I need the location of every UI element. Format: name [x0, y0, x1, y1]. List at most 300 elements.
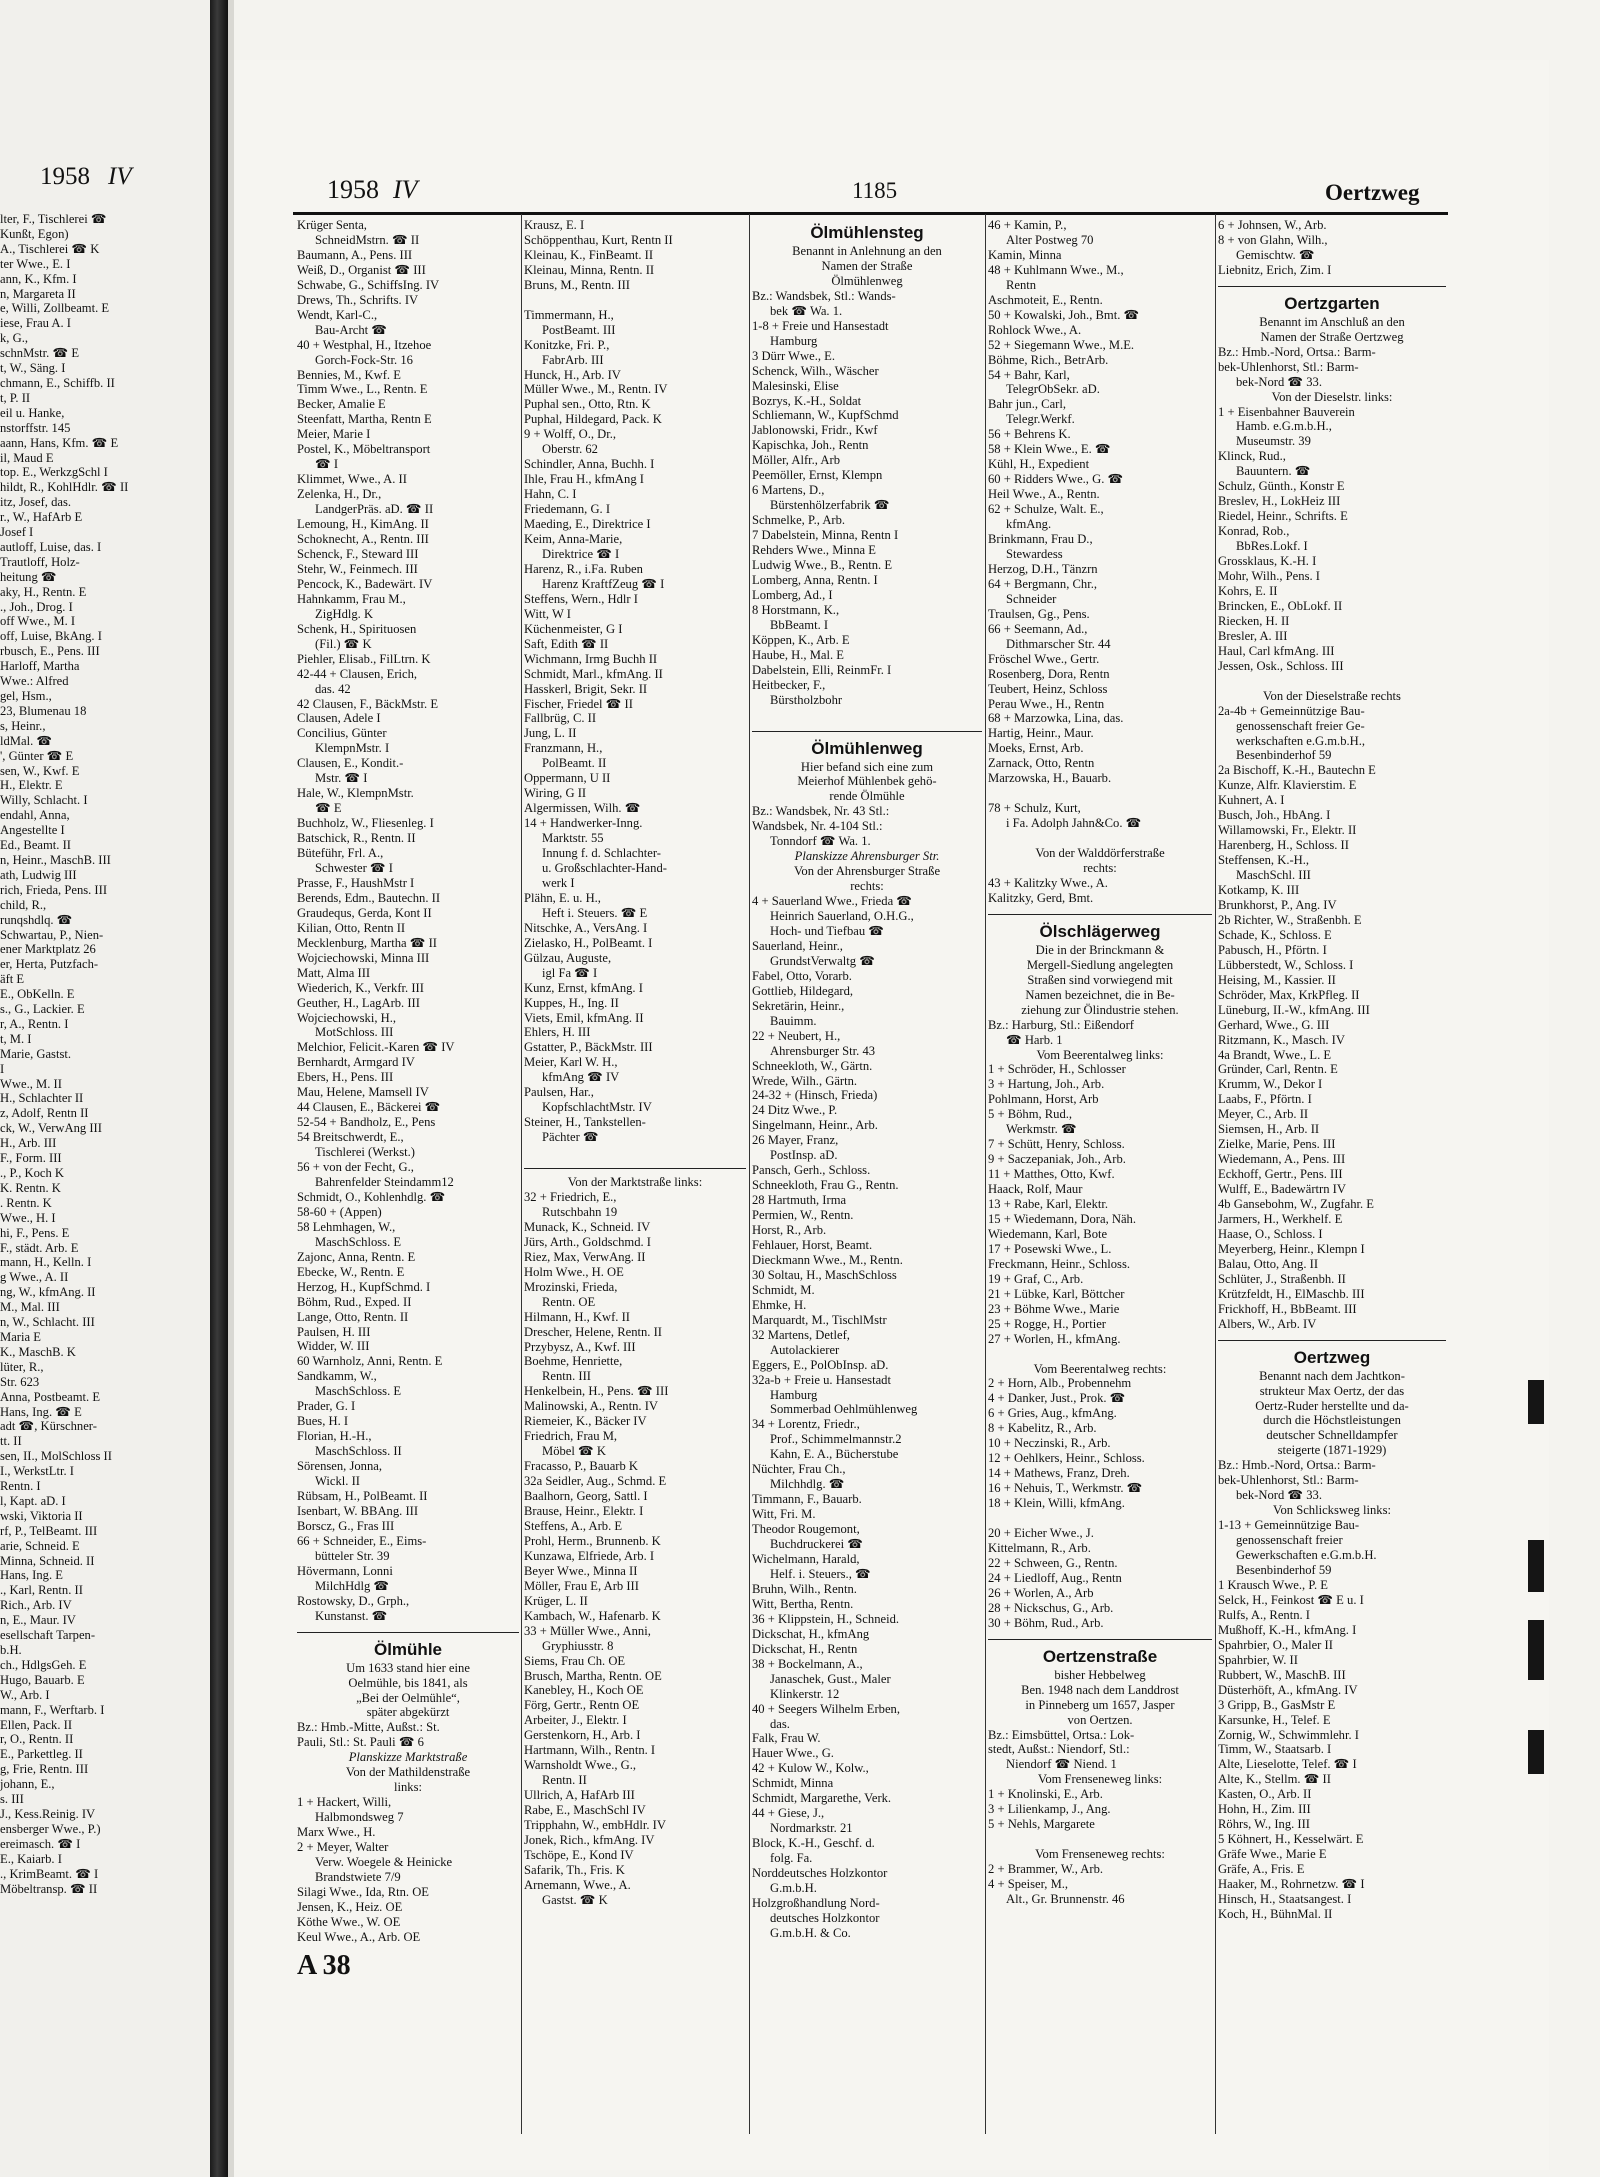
directory-entry: Tschöpe, E., Kond IV [524, 1847, 634, 1862]
directory-entry: MaschSchloss. E [315, 1384, 402, 1399]
directory-entry: Rulfs, A., Rentn. I [1218, 1607, 1311, 1622]
left-page-line: ck, W., VerwAng III [0, 1121, 102, 1136]
section-separator [297, 1624, 519, 1633]
directory-entry: Bruns, M., Rentn. III [524, 277, 630, 292]
directory-entry: Freckmann, Heinr., Schloss. [988, 1256, 1131, 1271]
directory-entry: 43 + Kalitzky Wwe., A. [988, 875, 1108, 890]
directory-entry: G.m.b.H. [770, 1880, 817, 1895]
directory-entry: Eckhoff, Gertr., Pens. III [1218, 1167, 1343, 1182]
directory-column-1 [297, 218, 519, 2128]
directory-entry: Falk, Frau W. [752, 1731, 821, 1746]
directory-entry: Heft i. Steuers. ☎ E [542, 905, 648, 920]
street-subnote: Planskizze Ahrensburger Str. [794, 849, 940, 864]
directory-entry: Klinck, Rud., [1218, 449, 1286, 464]
directory-entry: Warnsholdt Wwe., G., [524, 1758, 637, 1773]
directory-entry: Perau Wwe., H., Rentn [988, 696, 1105, 711]
directory-entry: Rehders Wwe., Minna E [752, 543, 876, 558]
street-note: Ben. 1948 nach dem Landdrost [1021, 1682, 1179, 1697]
directory-entry: Fehlauer, Horst, Beamt. [752, 1238, 873, 1252]
directory-entry: Keul Wwe., A., Arb. OE [297, 1929, 421, 1944]
street-note: durch die Höchstleistungen [1263, 1413, 1401, 1428]
directory-entry: 44 + Giese, J., [752, 1806, 825, 1821]
left-page-line: z, Adolf, Rentn II [0, 1106, 89, 1121]
directory-entry: Prof., Schimmelmannstr.2 [770, 1432, 902, 1447]
directory-entry: 40 + Westphal, H., Itzehoe [297, 337, 432, 352]
directory-entry: Fröschel Wwe., Gertr. [988, 651, 1100, 666]
directory-entry: Schöppenthau, Kurt, Rentn II [524, 232, 673, 247]
directory-entry: i Fa. Adolph Jahn&Co. ☎ [1006, 816, 1142, 831]
directory-entry: 3 + Lilienkamp, J., Ang. [988, 1802, 1111, 1817]
directory-entry: 15 + Wiedemann, Dora, Näh. [988, 1212, 1137, 1226]
left-page-line: Hans, Ing. ☎ E [0, 1404, 82, 1419]
directory-entry: Pächter ☎ [542, 1130, 599, 1145]
directory-entry: Kahn, E. A., Bücherstube [770, 1447, 899, 1462]
directory-entry: MotSchloss. III [315, 1025, 394, 1040]
street-note: Von der Dieselstr. links: [1271, 389, 1393, 404]
directory-entry: Alte, Lieselotte, Telef. ☎ I [1218, 1757, 1357, 1772]
left-page-line: nstorffstr. 145 [0, 420, 71, 435]
directory-entry: 4 + Danker, Just., Prok. ☎ [988, 1391, 1126, 1406]
directory-entry: Hauer Wwe., G. [752, 1746, 834, 1761]
directory-entry: Traulsen, Gg., Pens. [988, 606, 1090, 621]
directory-entry: Brusch, Martha, Rentn. OE [524, 1668, 662, 1683]
book-gutter [210, 0, 228, 2177]
directory-entry: 25 + Rogge, H., Portier [988, 1316, 1106, 1331]
directory-entry: u. Großschlachter-Hand- [542, 860, 667, 875]
directory-entry: 26 Mayer, Franz, [752, 1133, 839, 1148]
directory-entry: bek ☎ Wa. 1. [770, 303, 843, 318]
directory-entry: 42 Clausen, F., BäckMstr. E [297, 696, 439, 711]
street-note: deutscher Schnelldampfer [1266, 1428, 1398, 1443]
directory-entry: Friedrich, Frau M, [524, 1429, 618, 1444]
directory-entry: Direktrice ☎ I [542, 546, 620, 561]
directory-entry: Harenz, R., i.Fa. Ruben [524, 561, 643, 576]
directory-entry: 24-32 + (Hinsch, Frieda) [752, 1088, 878, 1103]
directory-entry: Marx Wwe., H. [297, 1825, 376, 1840]
directory-entry: 3 + Hartung, Joh., Arb. [988, 1077, 1105, 1092]
directory-entry: 17 + Posewski Wwe., L. [988, 1241, 1112, 1256]
left-page-line: W., Arb. I [0, 1687, 50, 1702]
directory-entry: 4b Gansebohm, W., Zugfahr. E [1218, 1197, 1375, 1212]
directory-entry: Puphal sen., Otto, Rtn. K [524, 397, 651, 412]
directory-entry: Klimmet, Wwe., A. II [297, 472, 407, 487]
directory-entry: Förg, Gertr., Rentn OE [524, 1698, 640, 1713]
directory-entry: Telegr.Werkf. [1006, 412, 1075, 427]
directory-entry: Siemsen, H., Arb. II [1218, 1122, 1320, 1137]
directory-entry: Haul, Carl kfmAng. III [1218, 643, 1335, 658]
left-page-line: K. Rentn. K [0, 1180, 61, 1195]
directory-entry: Bruhn, Wilh., Rentn. [752, 1581, 857, 1596]
directory-entry: das. [770, 1716, 790, 1731]
street-note: steigerte (1871-1929) [1277, 1443, 1387, 1458]
directory-entry: 4a Brandt, Wwe., L. E [1218, 1047, 1332, 1062]
directory-entry: Möller, Frau E, Arb III [524, 1578, 639, 1593]
directory-entry: Kamin, Minna [988, 247, 1062, 262]
section-separator [524, 1160, 746, 1169]
directory-column-2 [524, 218, 746, 2128]
directory-entry: Brincken, E., ObLokf. II [1218, 598, 1343, 613]
directory-entry: Gorch-Fock-Str. 16 [315, 352, 413, 367]
directory-entry: 50 + Kowalski, Joh., Bmt. ☎ [988, 307, 1140, 322]
left-page-line: child, R., [0, 897, 47, 912]
directory-entry: 4 + Speiser, M., [988, 1877, 1069, 1892]
directory-entry: 7 + Schütt, Henry, Schloss. [988, 1137, 1125, 1152]
directory-entry: Sandkamm, W., [297, 1369, 377, 1384]
left-page-line: n, E., Maur. IV [0, 1613, 76, 1628]
directory-entry: 9 + Wolff, O., Dr., [524, 427, 617, 442]
left-page-line: t, P. II [0, 390, 31, 405]
directory-entry: Gastst. ☎ K [542, 1892, 608, 1907]
directory-entry: werk I [542, 875, 575, 890]
directory-entry: 40 + Seegers Wilhelm Erben, [752, 1701, 901, 1716]
directory-entry: Ehmke, H. [752, 1297, 807, 1312]
directory-entry: 16 + Nehuis, T., Werkmstr. ☎ [988, 1481, 1143, 1496]
directory-entry: LandgerPräs. aD. ☎ II [315, 502, 434, 517]
section-separator [988, 906, 1212, 915]
directory-entry: 2 + Meyer, Walter [297, 1840, 389, 1855]
directory-entry: PostInsp. aD. [770, 1148, 838, 1163]
street-note: Vom Beerentalweg rechts: [1033, 1361, 1167, 1376]
left-page-line: ., P., Koch K [0, 1166, 65, 1180]
directory-entry: 11 + Matthes, Otto, Kwf. [988, 1167, 1115, 1182]
directory-entry: Sörensen, Jonna, [297, 1459, 382, 1474]
directory-entry: Kalitzky, Gerd, Bmt. [988, 890, 1094, 905]
left-page-line: Ellen, Pack. II [0, 1717, 73, 1732]
left-page-line: H., Elektr. E [0, 778, 63, 793]
directory-entry: Ebecke, W., Rentn. E [297, 1264, 405, 1279]
directory-entry: Melchior, Felicit.-Karen ☎ IV [297, 1040, 455, 1055]
left-page-line: ., KrimBeamt. ☎ I [0, 1866, 99, 1881]
directory-entry: Janaschek, Gust., Maler [770, 1671, 891, 1686]
directory-entry: 8 + Kabelitz, R., Arb. [988, 1421, 1097, 1436]
directory-entry: 2b Richter, W., Straßenbh. E [1218, 912, 1362, 927]
left-page-line: g, Frie, Rentn. III [0, 1762, 89, 1777]
directory-entry: 9 + Saczepaniak, Joh., Arb. [988, 1152, 1126, 1167]
directory-entry: Graudequs, Gerda, Kont II [297, 905, 432, 920]
directory-entry: Bues, H. I [297, 1414, 349, 1429]
directory-entry: 26 + Worlen, A., Arb [988, 1585, 1094, 1600]
directory-entry: 6 + Gries, Aug., kfmAng. [988, 1406, 1117, 1421]
left-page-line: Hugo, Bauarb. E [0, 1672, 85, 1687]
directory-entry: Marquardt, M., TischlMstr [752, 1312, 887, 1327]
directory-entry: Hövermann, Lonni [297, 1563, 393, 1578]
directory-entry: 1 + Schröder, H., Schlosser [988, 1062, 1126, 1077]
left-page-line: Marie, Gastst. [0, 1046, 71, 1061]
directory-entry: Bürstenhölzerfabrik ☎ [770, 498, 890, 513]
directory-entry: Schröder, Max, KrkPfleg. II [1218, 987, 1360, 1002]
left-page-header [40, 163, 132, 191]
directory-entry: Beyer Wwe., Minna II [524, 1563, 638, 1578]
directory-entry: Schmidt, M. [752, 1282, 815, 1297]
directory-entry: Witt, Bertha, Rentn. [752, 1596, 854, 1611]
directory-entry: Besenbinderhof 59 [1236, 748, 1332, 763]
left-page-line: rf, P., TelBeamt. III [0, 1523, 98, 1538]
directory-entry: Schade, K., Schloss. E [1218, 927, 1332, 942]
left-page-line: arie, Schneid. E [0, 1538, 80, 1553]
directory-entry: Wiring, G II [524, 786, 587, 801]
directory-entry: Zelenka, H., Dr., [297, 487, 382, 502]
directory-column-5 [1218, 218, 1446, 2128]
left-page-line: r., W., HafArb E [0, 510, 83, 525]
directory-entry: 1 Krausch Wwe., P. E [1218, 1577, 1328, 1592]
directory-entry: Bz.: Hmb.-Nord, Ortsa.: Barm- [1218, 1458, 1376, 1473]
directory-entry: Kilian, Otto, Rentn II [297, 920, 406, 935]
left-page-line: äft E [0, 972, 25, 987]
directory-entry: Wrede, Wilh., Gärtn. [752, 1073, 858, 1088]
left-page-line: off Wwe., M. I [0, 614, 76, 629]
directory-entry: Batschick, R., Rentn. II [297, 831, 416, 846]
directory-entry: bek-Nord ☎ 33. [1236, 1488, 1322, 1503]
directory-entry: Peemöller, Ernst, Klempn [752, 468, 883, 483]
directory-entry: Schwabe, G., SchiffsIng. IV [297, 277, 440, 292]
directory-entry: Siems, Frau Ch. OE [524, 1653, 626, 1668]
street-note: Vom Frenseneweg links: [1037, 1772, 1163, 1787]
street-note: links: [394, 1780, 422, 1795]
street-note: Meierhof Mühlenbek gehö- [797, 774, 937, 789]
directory-entry: Rubbert, W., MaschB. III [1218, 1667, 1346, 1682]
directory-entry: Keim, Anna-Marie, [524, 532, 623, 547]
column-divider [1215, 214, 1216, 2134]
directory-entry: Heil Wwe., A., Rentn. [988, 487, 1100, 502]
directory-entry: Friedemann, G. I [524, 502, 611, 517]
directory-entry: 13 + Rabe, Karl, Elektr. [988, 1197, 1109, 1212]
directory-entry: Schindler, Anna, Buchh. I [524, 457, 655, 472]
directory-entry: Zarnack, Otto, Rentn [988, 756, 1095, 771]
directory-entry: 10 + Neczinski, R., Arb. [988, 1436, 1111, 1451]
directory-entry: 19 + Graf, C., Arb. [988, 1271, 1084, 1286]
directory-entry: Besenbinderhof 59 [1236, 1563, 1332, 1578]
directory-entry: 56 + Behrens K. [988, 427, 1071, 442]
directory-entry: Steiner, H., Tankstellen- [524, 1115, 646, 1130]
left-page-line: lüter, R., [0, 1359, 44, 1374]
directory-entry: 5 Köhnert, H., Kesselwärt. E [1218, 1832, 1364, 1847]
directory-entry: ☎ I [315, 457, 339, 472]
directory-entry: Krausz, E. I [524, 218, 585, 232]
directory-entry: Drescher, Helene, Rentn. II [524, 1324, 662, 1339]
directory-entry: Malinowski, A., Rentn. IV [524, 1399, 658, 1414]
directory-entry: Stehr, W., Feinmech. III [297, 561, 418, 576]
directory-entry: Kunstanst. ☎ [315, 1608, 388, 1623]
directory-entry: Pauli, Stl.: St. Pauli ☎ 6 [297, 1735, 424, 1750]
directory-entry: Haaker, M., Rohrnetzw. ☎ I [1218, 1877, 1365, 1892]
directory-entry: Ehlers, H. III [524, 1025, 591, 1040]
left-page-line: Anna, Postbeamt. E [0, 1389, 101, 1404]
directory-entry: Möbel ☎ K [542, 1444, 606, 1459]
directory-entry: Kunzawa, Elfriede, Arb. I [524, 1548, 655, 1563]
directory-entry: Puphal, Hildegard, Pack. K [524, 412, 662, 427]
directory-entry: 2a Bischoff, K.-H., Bautechn E [1218, 763, 1376, 778]
directory-entry: G.m.b.H. & Co. [770, 1925, 851, 1940]
directory-entry: 58-60 + (Appen) [297, 1204, 382, 1219]
directory-entry: 22 + Schween, G., Rentn. [988, 1555, 1118, 1570]
directory-entry: Jarmers, H., Werkhelf. E [1218, 1212, 1343, 1226]
column-divider [985, 214, 986, 2134]
left-page-line: Wwe.: Alfred [0, 674, 69, 689]
directory-entry: Przybysz, A., Kwf. III [524, 1339, 636, 1354]
directory-entry: Buchdruckerei ☎ [770, 1537, 863, 1552]
directory-entry: Fischer, Friedel ☎ II [524, 696, 633, 711]
directory-entry: Geuther, H., LagArb. III [297, 995, 420, 1010]
directory-entry: Bennies, M., Kwf. E [297, 367, 401, 382]
directory-entry: Dithmarscher Str. 44 [1006, 636, 1111, 651]
directory-entry: 33 + Müller Wwe., Anni, [524, 1623, 651, 1638]
street-note: Um 1633 stand hier eine [346, 1660, 470, 1675]
directory-entry: Bauimm. [770, 1013, 817, 1028]
directory-entry: Kambach, W., Hafenarb. K [524, 1608, 661, 1623]
directory-entry: Riecken, H. II [1218, 613, 1290, 628]
directory-entry: Jürs, Arth., Goldschmd. I [524, 1234, 651, 1249]
directory-entry: Meier, Karl W. H., [524, 1055, 618, 1070]
directory-entry: Malesinski, Elise [752, 378, 839, 393]
left-page-line: Harloff, Martha [0, 659, 80, 674]
directory-entry: 78 + Schulz, Kurt, [988, 801, 1081, 816]
directory-entry: 2 + Brammer, W., Arb. [988, 1862, 1104, 1877]
left-page-line: Hans, Ing. E [0, 1568, 63, 1583]
street-note: Benannt nach dem Jachtkon- [1259, 1368, 1405, 1383]
left-page-line: wski, Viktoria II [0, 1508, 83, 1523]
directory-entry: Hahnkamm, Frau M., [297, 591, 406, 606]
directory-entry: Widder, W. III [297, 1339, 370, 1354]
directory-entry: Prohl, Herm., Brunnenb. K [524, 1533, 661, 1548]
directory-entry: Lomberg, Anna, Rentn. I [752, 572, 878, 587]
directory-entry: Breslev, H., LokHeiz III [1218, 494, 1341, 509]
directory-entry: Gräfe Wwe., Marie E [1218, 1847, 1327, 1862]
directory-entry: Verw. Woegele & Heinicke [315, 1854, 453, 1869]
directory-entry: Bozrys, K.-H., Soldat [752, 393, 862, 408]
left-page-line: itz, Josef, das. [0, 495, 71, 510]
directory-entry: 1 + Hackert, Willi, [297, 1795, 392, 1810]
directory-entry: Singelmann, Heinr., Arb. [752, 1118, 878, 1133]
left-page-line: il, Maud E [0, 450, 54, 465]
directory-entry: BbRes.Lokf. I [1236, 539, 1308, 554]
directory-entry: Ullrich, A, HafArb III [524, 1788, 635, 1803]
directory-entry: Frickhoff, H., BbBeamt. III [1218, 1301, 1357, 1316]
directory-entry: 32 + Friedrich, E., [524, 1190, 617, 1204]
directory-entry: Bürstholzbohr [770, 692, 843, 707]
directory-entry: Clausen, E., Kondit.- [297, 756, 404, 771]
directory-entry: Oppermann, U II [524, 771, 611, 786]
street-heading: Ölschlägerweg [1039, 921, 1161, 941]
left-page-line: chmann, E., Schiffb. II [0, 375, 115, 390]
column-divider [749, 214, 750, 2134]
directory-entry: Konrad, Rob., [1218, 524, 1290, 539]
directory-entry: Weiß, D., Organist ☎ III [297, 262, 426, 277]
directory-entry [988, 1832, 1212, 1847]
street-heading: Ölmühle [373, 1639, 442, 1659]
directory-entry: 21 + Lübke, Karl, Böttcher [988, 1286, 1125, 1301]
directory-entry: 28 + Nickschus, G., Arb. [988, 1600, 1114, 1615]
directory-entry: Holzgroßhandlung Nord- [752, 1895, 880, 1910]
directory-entry: 68 + Marzowka, Lina, das. [988, 711, 1124, 726]
directory-entry: Aschmoteit, E., Rentn. [988, 292, 1103, 307]
directory-entry: Lange, Otto, Rentn. II [297, 1309, 409, 1324]
directory-entry: kfmAng ☎ IV [542, 1070, 620, 1085]
directory-entry: Dabelstein, Elli, ReinmFr. I [752, 662, 892, 677]
left-page-line: aky, H., Rentn. E [0, 584, 87, 599]
directory-entry: 1 + Eisenbahner Bauverein [1218, 404, 1355, 419]
directory-entry: 42-44 + Clausen, Erich, [297, 666, 418, 681]
directory-entry: Gründer, Carl, Rentn. E [1218, 1062, 1338, 1077]
directory-entry: Selck, H., Feinkost ☎ E u. I [1218, 1592, 1364, 1607]
directory-entry: Gryphiusstr. 8 [542, 1638, 614, 1653]
directory-entry: Isenbart, W. BBAng. III [297, 1503, 419, 1518]
directory-entry: 23 + Böhme Wwe., Marie [988, 1301, 1120, 1316]
directory-entry: (Fil.) ☎ K [315, 636, 372, 651]
street-note: Namen der Straße [821, 258, 913, 273]
directory-entry: Alter Postweg 70 [1006, 232, 1094, 247]
directory-entry: bek-Uhlenhorst, Stl.: Barm- [1218, 359, 1359, 374]
directory-entry: Mrozinski, Frieda, [524, 1279, 618, 1294]
thumb-index-mark [1528, 1380, 1544, 1424]
directory-entry: Mau, Helene, Mamsell IV [297, 1085, 429, 1100]
directory-entry: Munack, K., Schneid. IV [524, 1219, 651, 1234]
directory-entry: 12 + Oehlkers, Heinr., Schloss. [988, 1451, 1145, 1466]
directory-entry: 58 + Klein Wwe., E. ☎ [988, 442, 1111, 457]
directory-entry: Rentn. III [542, 1369, 591, 1384]
directory-entry: KlempnMstr. I [315, 741, 390, 756]
directory-entry: Werkmstr. ☎ [1006, 1122, 1077, 1137]
directory-entry: Saft, Edith ☎ II [524, 636, 609, 651]
header-volume: IV [393, 175, 418, 204]
left-page-line: H., Schlachter II [0, 1091, 84, 1106]
directory-entry: FabrArb. III [542, 352, 604, 367]
directory-entry: Grossklaus, K.-H. I [1218, 554, 1317, 569]
street-subnote: Planskizze Marktstraße [348, 1750, 468, 1765]
directory-entry: Plähn, E. u. H., [524, 890, 601, 905]
directory-entry: 32a-b + Freie u. Hansestadt [752, 1372, 891, 1387]
left-page-line: ng, W., kfmAng. II [0, 1285, 96, 1300]
left-page-line: M., Mal. III [0, 1300, 60, 1315]
street-note: strukteur Max Oertz, der das [1259, 1383, 1405, 1398]
directory-entry: Becker, Amalie E [297, 397, 386, 412]
directory-entry: Busch, Joh., HbAng. I [1218, 808, 1331, 823]
directory-entry: Prasse, F., HaushMstr I [297, 875, 415, 890]
left-page-line: Minna, Schneid. II [0, 1553, 95, 1568]
directory-entry: Wiedemann, A., Pens. III [1218, 1152, 1346, 1167]
directory-entry: 62 + Schulze, Walt. E., [988, 502, 1104, 517]
left-page-line: s. III [0, 1792, 24, 1807]
directory-column-3 [752, 218, 982, 2128]
directory-entry: Lomberg, Ad., I [752, 587, 833, 602]
directory-entry: Kunz, Ernst, kfmAng. I [524, 980, 643, 995]
left-page-line: E., ObKelln. E [0, 987, 75, 1002]
directory-entry: 24 + Liedloff, Aug., Rentn [988, 1570, 1122, 1585]
directory-entry: Schneekloth, W., Gärtn. [752, 1058, 873, 1073]
directory-entry: Karsunke, H., Telef. E [1218, 1712, 1331, 1727]
directory-entry: GrundstVerwaltg ☎ [770, 953, 875, 968]
directory-entry: genossenschaft freier [1236, 1533, 1343, 1548]
thumb-index-mark [1528, 1620, 1544, 1680]
directory-entry: 28 Hartmuth, Irma [752, 1193, 847, 1208]
directory-entry: Krützfeldt, H., ElMaschb. III [1218, 1286, 1365, 1301]
street-note: Die in der Brinckmann & [1035, 942, 1165, 957]
directory-entry: Kittelmann, R., Arb. [988, 1540, 1091, 1555]
directory-entry: Witt, Fri. M. [752, 1507, 816, 1522]
directory-entry: Steffensen, K.-H., [1218, 853, 1310, 868]
street-note: Vom Beerentalweg links: [1036, 1047, 1164, 1062]
directory-entry: Arnemann, Wwe., A. [524, 1877, 631, 1892]
directory-entry: 2a-4b + Gemeinnützige Bau- [1218, 703, 1365, 718]
directory-entry: Fracasso, P., Bauarb K [524, 1459, 639, 1474]
directory-entry: Jessen, Osk., Schloss. III [1218, 658, 1344, 673]
directory-entry: Alt., Gr. Brunnenstr. 46 [1006, 1891, 1125, 1906]
directory-entry: Bahrenfelder Steindamm12 [315, 1175, 454, 1189]
directory-entry: Henkelbein, H., Pens. ☎ III [524, 1384, 669, 1399]
directory-entry: Wiedemann, Karl, Bote [988, 1226, 1108, 1241]
section-separator [1218, 1332, 1446, 1341]
directory-entry: Holm Wwe., H. OE [524, 1264, 624, 1279]
directory-entry: Jung, L. II [524, 726, 577, 741]
